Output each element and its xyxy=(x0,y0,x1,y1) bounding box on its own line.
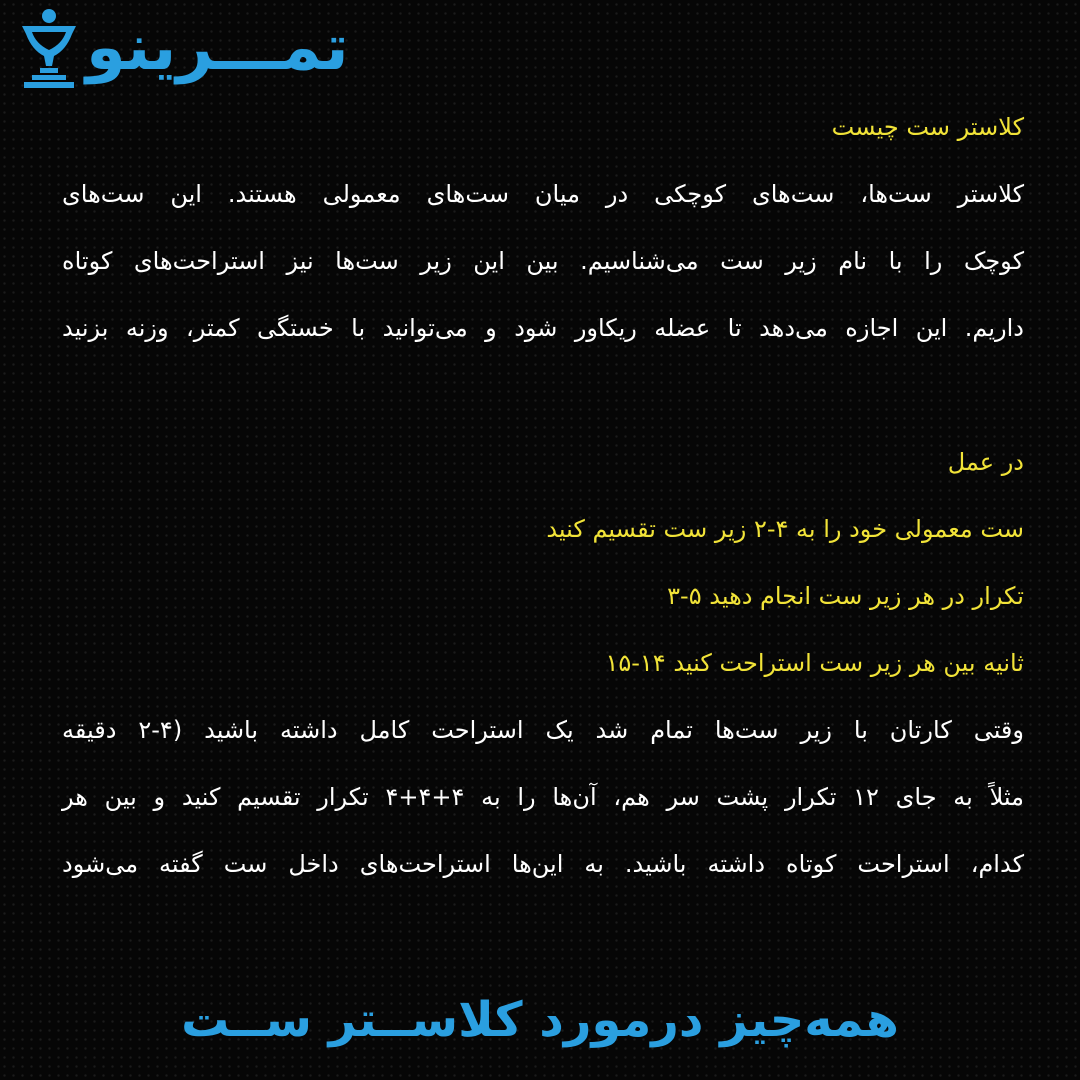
article-body xyxy=(62,94,1024,898)
footer-tagline: همه‌چیز درمورد کلاســتر ســت xyxy=(181,992,899,1048)
outro-line-1: وقتی کارتان با زیر ست‌ها تمام شد یک استراحت کامل داشته باشید (۴-۲ دقیقه xyxy=(62,716,1024,744)
step-1: ست معمولی خود را به ۴-۲ زیر ست تقسیم کنید xyxy=(546,515,1024,543)
outro-line-3: کدام، استراحت کوتاه داشته باشید. به این‌ها استراحت‌های داخل ست گفته می‌شود xyxy=(62,850,1024,878)
practice-heading: در عمل xyxy=(947,448,1024,476)
intro-line-2: کوچک را با نام زیر ست می‌شناسیم. بین این زیر ست‌ها نیز استراحت‌های کوتاه xyxy=(62,247,1024,275)
paragraph-spacer xyxy=(62,362,1024,429)
trophy-icon xyxy=(18,8,80,88)
step-3: ثانیه بین هر زیر ست استراحت کنید ۱۴-۱۵ xyxy=(605,649,1024,677)
brand-logo-text: تمـــرینو xyxy=(86,11,349,85)
step-2: تکرار در هر زیر ست انجام دهید ۵-۳ xyxy=(667,582,1024,610)
outro-line-2: مثلاً به جای ۱۲ تکرار پشت سر هم، آن‌ها را به ۴+۴+۴ تکرار تقسیم کنید و بین هر xyxy=(62,783,1024,811)
article-heading: کلاستر ست چیست xyxy=(831,113,1024,141)
intro-line-1: کلاستر ست‌ها، ست‌های کوچکی در میان ست‌های معمولی هستند. این ست‌های xyxy=(62,180,1024,208)
brand-logo xyxy=(18,8,349,88)
intro-line-3: داریم. این اجازه می‌دهد تا عضله ریکاور شود و می‌توانید با خستگی کمتر، وزنه بزنید xyxy=(62,314,1024,342)
